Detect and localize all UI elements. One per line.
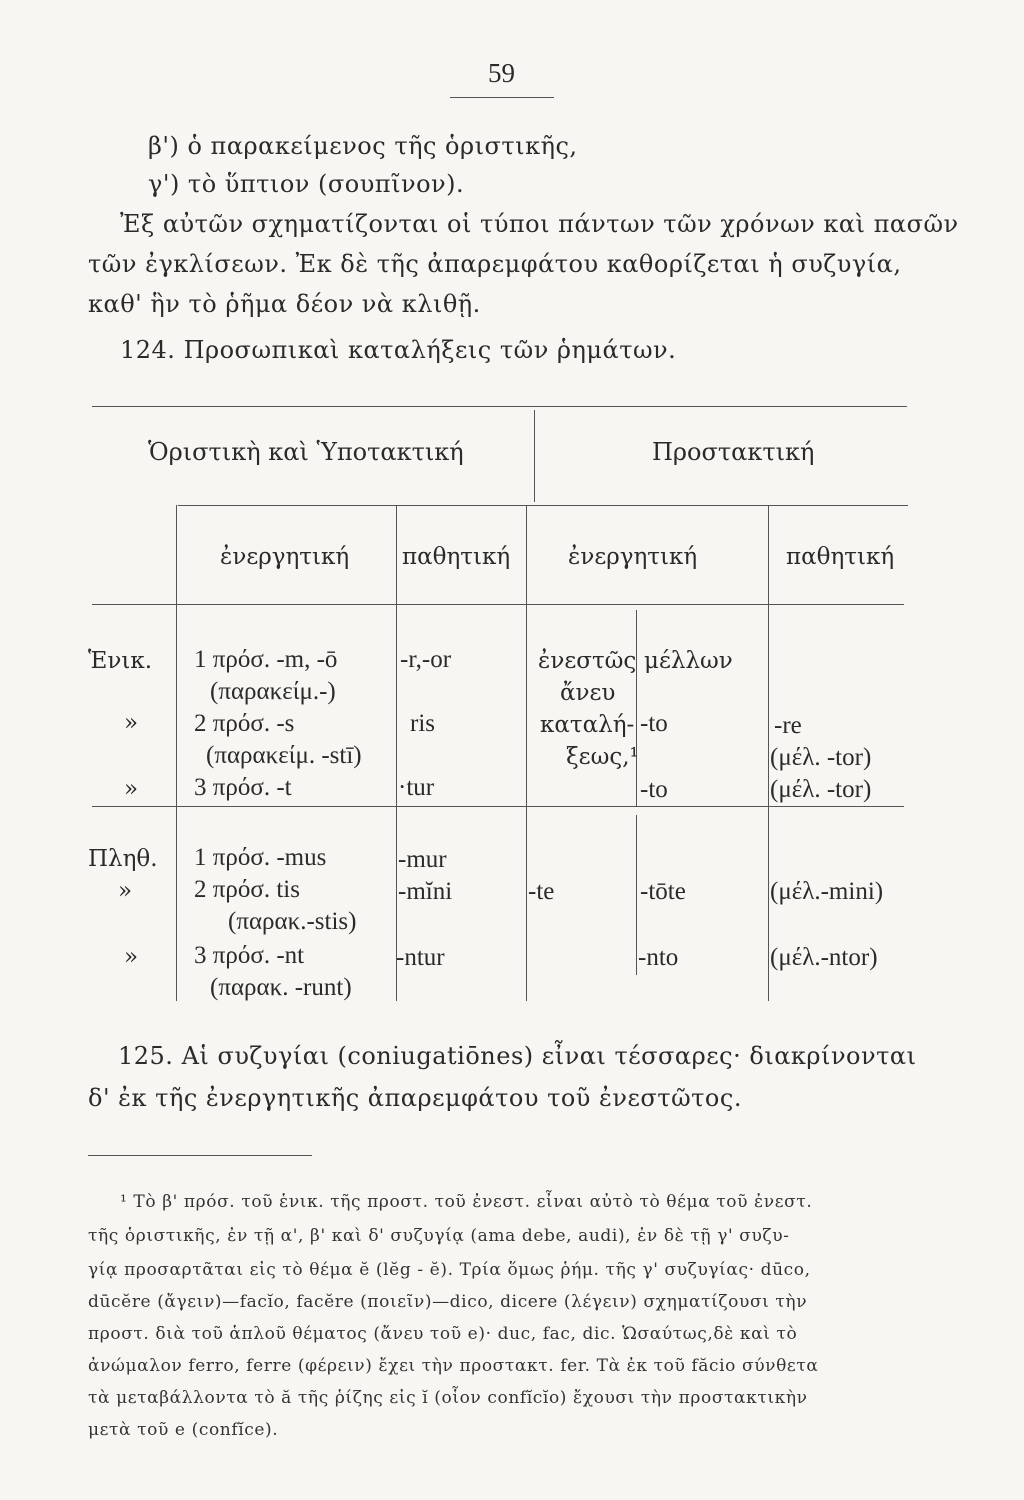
plur-active-cell: 1 πρόσ. -mus xyxy=(194,844,327,871)
sing-future-cell: -to xyxy=(640,776,668,803)
footnote-line: τὰ μεταβάλλοντα τὸ ă τῆς ῥίζης εἰς ĭ (οἷον confĭcĭo) ἔχουσι τὴν προστακτικὴν xyxy=(88,1388,808,1408)
sing-imp-passive-cell: -re xyxy=(774,712,802,739)
table-rule xyxy=(92,604,904,605)
row-label-ditto: » xyxy=(118,878,133,904)
intro-line: γ') τὸ ὕπτιον (σουπῖνον). xyxy=(148,170,465,198)
row-label-plural: Πληθ. xyxy=(88,846,158,872)
header-group-indicative: Ὁριστικὴ καὶ Ὑποτακτική xyxy=(148,438,464,466)
plur-future-cell: -tōte xyxy=(640,878,686,905)
row-label-ditto: » xyxy=(124,944,139,970)
section-heading-124: 124. Προσωπικαὶ καταλήξεις τῶν ῥημάτων. xyxy=(120,336,677,364)
sing-passive-cell: ris xyxy=(410,710,435,737)
intro-line: Ἐξ αὐτῶν σχηματίζονται οἱ τύποι πάντων τῶν χρόνων καὶ πασῶν xyxy=(120,210,959,238)
row-label-ditto: » xyxy=(124,710,139,736)
sing-active-cell: 2 πρόσ. -s xyxy=(194,710,295,737)
table-rule xyxy=(92,406,907,407)
plur-passive-cell: -ntur xyxy=(396,944,445,971)
sing-future-cell: -to xyxy=(640,710,668,737)
table-rule xyxy=(396,505,397,1001)
table-rule xyxy=(534,410,535,502)
sing-imp-active-cell: ἐνεστῶς xyxy=(538,648,637,674)
footnote-line: μετὰ τοῦ e (confĭce). xyxy=(88,1420,279,1440)
page-number: 59 xyxy=(488,58,515,88)
table-rule xyxy=(526,505,527,1001)
sing-active-cell: 1 πρόσ. -m, -ō xyxy=(194,646,338,673)
footnote-line: dūcĕre (ἄγειν)—facĭo, facĕre (ποιεῖν)—dico, dicere (λέγειν) σχηματίζουσι τὴν xyxy=(88,1292,808,1312)
row-label-singular: Ἑνικ. xyxy=(88,648,153,674)
header-group-imperative: Προστακτική xyxy=(652,438,815,466)
sing-imp-active-cell: καταλή- xyxy=(540,712,635,738)
plur-imp-active-cell: -te xyxy=(528,878,555,905)
intro-line: β') ὁ παρακείμενος τῆς ὁριστικῆς, xyxy=(148,132,578,160)
plur-imp-passive-cell: (μέλ.-mini) xyxy=(770,878,884,905)
table-rule xyxy=(178,505,908,506)
intro-line: καθ' ἣν τὸ ῥῆμα δέον νὰ κλιθῇ. xyxy=(88,290,481,318)
table-rule xyxy=(636,610,637,806)
row-label-ditto: » xyxy=(124,776,139,802)
plur-active-cell: 3 πρόσ. -nt xyxy=(194,942,305,969)
footnote-rule xyxy=(88,1155,312,1156)
plur-active-cell: (παρακ. -runt) xyxy=(210,974,352,1001)
plur-active-cell: 2 πρόσ. tis xyxy=(194,876,300,903)
table-rule xyxy=(768,505,769,1001)
subheader-passive: παθητική xyxy=(786,544,895,570)
footnote-line: τῆς ὁριστικῆς, ἐν τῇ α', β' καὶ δ' συζυγίᾳ (ama debe, audi), ἐν δὲ τῇ γ' συζυ- xyxy=(88,1226,790,1246)
subheader-active: ἐνεργητική xyxy=(568,544,698,570)
footnote-line: ¹ Τὸ β' πρόσ. τοῦ ἑνικ. τῆς προστ. τοῦ ἐνεστ. εἶναι αὐτὸ τὸ θέμα τοῦ ἐνεστ. xyxy=(120,1192,813,1212)
table-rule xyxy=(92,806,904,807)
plur-imp-passive-cell: (μέλ.-ntor) xyxy=(770,944,878,971)
sing-passive-cell: -r,-or xyxy=(400,646,452,673)
sing-imp-passive-cell: (μέλ. -tor) xyxy=(770,776,872,803)
subheader-passive: παθητική xyxy=(402,544,511,570)
sing-future-cell: μέλλων xyxy=(644,648,733,674)
footnote-line: ἀνώμαλον ferro, ferre (φέρειν) ἔχει τὴν προστακτ. fer. Τὰ ἐκ τοῦ făcio σύνθετα xyxy=(88,1356,819,1376)
sing-active-cell: (παρακείμ. -stī) xyxy=(206,742,362,769)
paragraph-125-line: δ' ἐκ τῆς ἐνεργητικῆς ἀπαρεμφάτου τοῦ ἐνεστῶτος. xyxy=(88,1084,742,1112)
sing-imp-active-cell: ἄνευ xyxy=(560,680,616,706)
intro-line: τῶν ἐγκλίσεων. Ἐκ δὲ τῆς ἀπαρεμφάτου καθορίζεται ἡ συζυγία, xyxy=(88,250,902,278)
plur-future-cell: -nto xyxy=(638,944,679,971)
plur-passive-cell: -mĭni xyxy=(398,878,453,905)
sing-imp-passive-cell: (μέλ. -tor) xyxy=(770,744,872,771)
plur-passive-cell: -mur xyxy=(398,846,447,873)
table-rule xyxy=(636,815,637,975)
table-rule xyxy=(176,505,177,1001)
paragraph-125-line: 125. Αἱ συζυγίαι (coniugatiōnes) εἶναι τέσσαρες· διακρίνονται xyxy=(118,1042,917,1070)
footnote-line: προστ. διὰ τοῦ ἁπλοῦ θέματος (ἄνευ τοῦ e)· duc, fac, dic. Ὡσαύτως,δὲ καὶ τὸ xyxy=(88,1324,798,1344)
sing-passive-cell: ·tur xyxy=(398,774,435,801)
footnote-line: γίᾳ προσαρτᾶται εἰς τὸ θέμα ĕ (lĕg - ĕ). Τρία ὅμως ῥήμ. τῆς γ' συζυγίας· dūco, xyxy=(88,1260,811,1280)
sing-active-cell: 3 πρόσ. -t xyxy=(194,774,292,801)
plur-active-cell: (παρακ.-stis) xyxy=(228,908,357,935)
subheader-active: ἐνεργητική xyxy=(220,544,350,570)
sing-imp-active-cell: ξεως,¹ xyxy=(566,744,639,770)
header-rule xyxy=(450,97,554,98)
sing-active-cell: (παρακείμ.-) xyxy=(210,678,336,705)
